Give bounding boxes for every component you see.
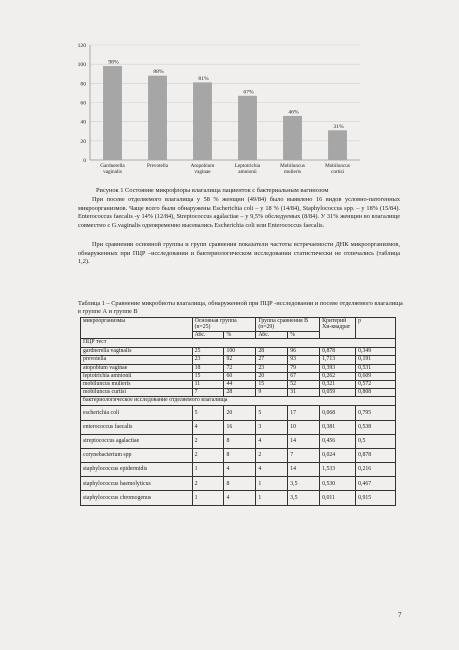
organism-cell: staphylococcus epidermidis bbox=[81, 463, 193, 477]
table-caption: Таблица 1 – Сравнение микробиоты влагалища, обнаруженной при ПЦР -исследовании и посеве отделяемого влагалища в группе А и группе В bbox=[78, 300, 403, 316]
comp-abs-cell: 2 bbox=[256, 448, 288, 462]
table-row bbox=[81, 420, 396, 434]
comp-pct-cell: 10 bbox=[288, 420, 320, 434]
main-pct-cell: 4 bbox=[224, 463, 256, 477]
organism-cell: mobiluncus mulieris bbox=[81, 380, 193, 388]
table-row bbox=[81, 348, 396, 356]
header-pct: % bbox=[224, 331, 256, 338]
table-row bbox=[81, 406, 396, 420]
table-row bbox=[81, 463, 396, 477]
main-abs-cell: 4 bbox=[192, 420, 224, 434]
comp-pct-cell: 17 bbox=[288, 406, 320, 420]
chi-square-cell: 0,456 bbox=[320, 434, 356, 448]
header-pct: % bbox=[288, 331, 320, 338]
comp-abs-cell: 1 bbox=[256, 491, 288, 505]
organism-cell: staphylococcus haemolyticus bbox=[81, 477, 193, 491]
bar-chart bbox=[60, 38, 360, 188]
comp-abs-cell: 3 bbox=[256, 420, 288, 434]
comparison-table bbox=[80, 317, 396, 506]
main-abs-cell: 5 bbox=[192, 406, 224, 420]
header-abs: Абс. bbox=[192, 331, 224, 338]
comp-abs-cell: 1 bbox=[256, 477, 288, 491]
main-abs-cell: 15 bbox=[192, 372, 224, 380]
data-label: 88% bbox=[153, 69, 164, 76]
p-value-cell: 0,5 bbox=[356, 434, 396, 448]
section-title-bacteriology: бактериологическое исследование отделяемого влагалища bbox=[81, 397, 396, 406]
table-row bbox=[81, 372, 396, 380]
y-tick-label: 20 bbox=[80, 138, 86, 145]
comp-pct-cell: 67 bbox=[288, 372, 320, 380]
main-abs-cell: 2 bbox=[192, 434, 224, 448]
table-header-row bbox=[81, 318, 396, 332]
main-pct-cell: 60 bbox=[224, 372, 256, 380]
main-pct-cell: 20 bbox=[224, 406, 256, 420]
bar bbox=[238, 96, 257, 160]
y-tick-label: 80 bbox=[80, 81, 86, 88]
p-value-cell: 0,878 bbox=[356, 448, 396, 462]
p-value-cell: 0,915 bbox=[356, 491, 396, 505]
bar bbox=[328, 130, 347, 160]
chi-square-cell: 0,068 bbox=[320, 406, 356, 420]
chi-square-cell: 0,262 bbox=[320, 372, 356, 380]
chi-square-cell: 0,059 bbox=[320, 389, 356, 397]
header-abs: Абс. bbox=[256, 331, 288, 338]
p-value-cell: 0,572 bbox=[356, 380, 396, 388]
data-label: 81% bbox=[198, 75, 209, 82]
x-tick-label: amnionii bbox=[238, 169, 257, 175]
main-abs-cell: 1 bbox=[192, 491, 224, 505]
paragraph-comparison-text: При сравнении основной группы и групп сравнения показатели частоты встречаемости ДНК микроорганизмов, обнаруженных при ПЦР –исследовании и бактериологическом исследовании статистически не отличались (таблица 1,2). bbox=[78, 241, 400, 266]
main-pct-cell: 100 bbox=[224, 348, 256, 356]
organism-cell: mobiluncus curtisi bbox=[81, 389, 193, 397]
x-tick-label: Mobiluncus bbox=[280, 163, 305, 169]
main-abs-cell: 2 bbox=[192, 448, 224, 462]
organism-cell: gardnerella vaginalis bbox=[81, 348, 193, 356]
p-value-cell: 0,609 bbox=[356, 372, 396, 380]
comp-pct-cell: 79 bbox=[288, 364, 320, 372]
x-tick-label: vaginalis bbox=[103, 169, 122, 175]
header-group-comparison: Группа сравнения В (n=29) bbox=[256, 318, 320, 332]
p-value-cell: 0,795 bbox=[356, 406, 396, 420]
comp-abs-cell: 23 bbox=[256, 364, 288, 372]
chi-square-cell: 0,011 bbox=[320, 491, 356, 505]
chi-square-cell: 1,533 bbox=[320, 463, 356, 477]
main-pct-cell: 8 bbox=[224, 434, 256, 448]
table-row bbox=[81, 389, 396, 397]
comp-pct-cell: 96 bbox=[288, 348, 320, 356]
bar bbox=[103, 66, 122, 160]
chi-square-cell: 0,024 bbox=[320, 448, 356, 462]
section-row-pcr bbox=[81, 339, 396, 348]
data-label: 67% bbox=[243, 89, 254, 96]
main-abs-cell: 11 bbox=[192, 380, 224, 388]
header-chi-square: Критерий Хи-квадрат bbox=[320, 318, 356, 339]
table-row bbox=[81, 491, 396, 505]
organism-cell: prevotella bbox=[81, 356, 193, 364]
main-pct-cell: 4 bbox=[224, 491, 256, 505]
main-abs-cell: 1 bbox=[192, 463, 224, 477]
organism-cell: corynebacterium spp bbox=[81, 448, 193, 462]
chi-square-cell: 0,321 bbox=[320, 380, 356, 388]
main-pct-cell: 72 bbox=[224, 364, 256, 372]
main-abs-cell: 23 bbox=[192, 356, 224, 364]
main-pct-cell: 16 bbox=[224, 420, 256, 434]
chi-square-cell: 0,530 bbox=[320, 477, 356, 491]
organism-cell: staphylococcus chromogenus bbox=[81, 491, 193, 505]
x-tick-label: Gardnerella bbox=[100, 163, 125, 169]
comp-abs-cell: 9 bbox=[256, 389, 288, 397]
y-tick-label: 120 bbox=[77, 43, 86, 49]
p-value-cell: 0,531 bbox=[356, 364, 396, 372]
header-p: p bbox=[356, 318, 396, 339]
main-pct-cell: 28 bbox=[224, 389, 256, 397]
comp-abs-cell: 27 bbox=[256, 356, 288, 364]
chi-square-cell: 1,713 bbox=[320, 356, 356, 364]
bar bbox=[148, 76, 167, 160]
y-tick-label: 100 bbox=[77, 62, 86, 69]
comp-pct-cell: 3,5 bbox=[288, 477, 320, 491]
data-label: 46% bbox=[288, 109, 299, 116]
table-row bbox=[81, 364, 396, 372]
comp-abs-cell: 5 bbox=[256, 406, 288, 420]
section-title-pcr: ПЦР тест bbox=[81, 339, 396, 348]
main-abs-cell: 18 bbox=[192, 364, 224, 372]
bacteriology-section bbox=[81, 397, 396, 505]
header-group-main: Основная группа (n=25) bbox=[192, 318, 256, 332]
p-value-cell: 0,538 bbox=[356, 420, 396, 434]
chi-square-cell: 0,393 bbox=[320, 364, 356, 372]
paragraph-comparison bbox=[78, 241, 400, 267]
x-tick-label: Atopobium bbox=[190, 163, 215, 169]
comp-pct-cell: 7 bbox=[288, 448, 320, 462]
data-label: 31% bbox=[333, 123, 344, 130]
main-abs-cell: 25 bbox=[192, 348, 224, 356]
main-pct-cell: 92 bbox=[224, 356, 256, 364]
y-tick-label: 60 bbox=[80, 100, 86, 107]
table-row bbox=[81, 477, 396, 491]
chi-square-cell: 0,381 bbox=[320, 420, 356, 434]
organism-cell: atopobium vaginae bbox=[81, 364, 193, 372]
p-value-cell: 0,808 bbox=[356, 389, 396, 397]
table-row bbox=[81, 448, 396, 462]
bar bbox=[193, 82, 212, 160]
comp-abs-cell: 20 bbox=[256, 372, 288, 380]
organism-cell: escherichia coli bbox=[81, 406, 193, 420]
main-pct-cell: 8 bbox=[224, 448, 256, 462]
y-tick-label: 40 bbox=[80, 119, 86, 126]
comp-pct-cell: 31 bbox=[288, 389, 320, 397]
organism-cell: leptotrichia amnionii bbox=[81, 372, 193, 380]
x-tick-label: mulieris bbox=[283, 169, 302, 175]
data-label: 98% bbox=[108, 59, 119, 66]
section-row-bacteriology bbox=[81, 397, 396, 406]
p-value-cell: 0,467 bbox=[356, 477, 396, 491]
page-number: 7 bbox=[398, 611, 402, 619]
y-tick-label: 0 bbox=[83, 158, 86, 164]
chi-square-cell: 0,878 bbox=[320, 348, 356, 356]
table-row bbox=[81, 434, 396, 448]
organism-cell: enterococcus faecalis bbox=[81, 420, 193, 434]
main-abs-cell: 7 bbox=[192, 389, 224, 397]
comp-abs-cell: 15 bbox=[256, 380, 288, 388]
x-tick-label: Prevotella bbox=[146, 163, 169, 169]
p-value-cell: 0,216 bbox=[356, 463, 396, 477]
x-tick-label: curtisi bbox=[331, 169, 344, 175]
p-value-cell: 0,349 bbox=[356, 348, 396, 356]
pcr-section bbox=[81, 339, 396, 397]
main-abs-cell: 2 bbox=[192, 477, 224, 491]
table-row bbox=[81, 380, 396, 388]
comp-pct-cell: 14 bbox=[288, 434, 320, 448]
comp-abs-cell: 4 bbox=[256, 463, 288, 477]
comp-pct-cell: 52 bbox=[288, 380, 320, 388]
main-pct-cell: 8 bbox=[224, 477, 256, 491]
comp-pct-cell: 14 bbox=[288, 463, 320, 477]
bar bbox=[283, 116, 302, 160]
organism-cell: streptococcus agalactiae bbox=[81, 434, 193, 448]
p-value-cell: 0,191 bbox=[356, 356, 396, 364]
x-tick-label: Leptotrichia bbox=[234, 163, 261, 169]
comp-abs-cell: 28 bbox=[256, 348, 288, 356]
paragraph-results-text: При посеве отделяемого влагалища у 58 % женщин (49/84) было выявлено 16 видов условно-патогенных микроорганизмов. Чаще всего были обнаружены Escherichia coli – у 18 % (14/84), Staphylococcus spp. – у 18% (15/84). Enterococcus faecalis -у 14% (12/84), Streptococcus agalactiae – у 9,5% обследуемых (8/84). У 31% женщин во влагалище совместно с G.vaginalis одновременно высевались Escherichia coli или Enterococcus faecalis. bbox=[78, 196, 400, 229]
x-tick-label: Mobiluncus bbox=[325, 163, 350, 169]
header-organisms: микроорганизмы bbox=[81, 318, 193, 339]
comp-abs-cell: 4 bbox=[256, 434, 288, 448]
comp-pct-cell: 3,5 bbox=[288, 491, 320, 505]
comp-pct-cell: 93 bbox=[288, 356, 320, 364]
paragraph-results bbox=[78, 196, 400, 230]
table-row bbox=[81, 356, 396, 364]
figure-caption: Рисунок 1 Состояние микрофлоры влагалища пациенток с бактериальным вагинозом bbox=[96, 187, 329, 194]
x-tick-label: vaginae bbox=[194, 169, 211, 175]
main-pct-cell: 44 bbox=[224, 380, 256, 388]
